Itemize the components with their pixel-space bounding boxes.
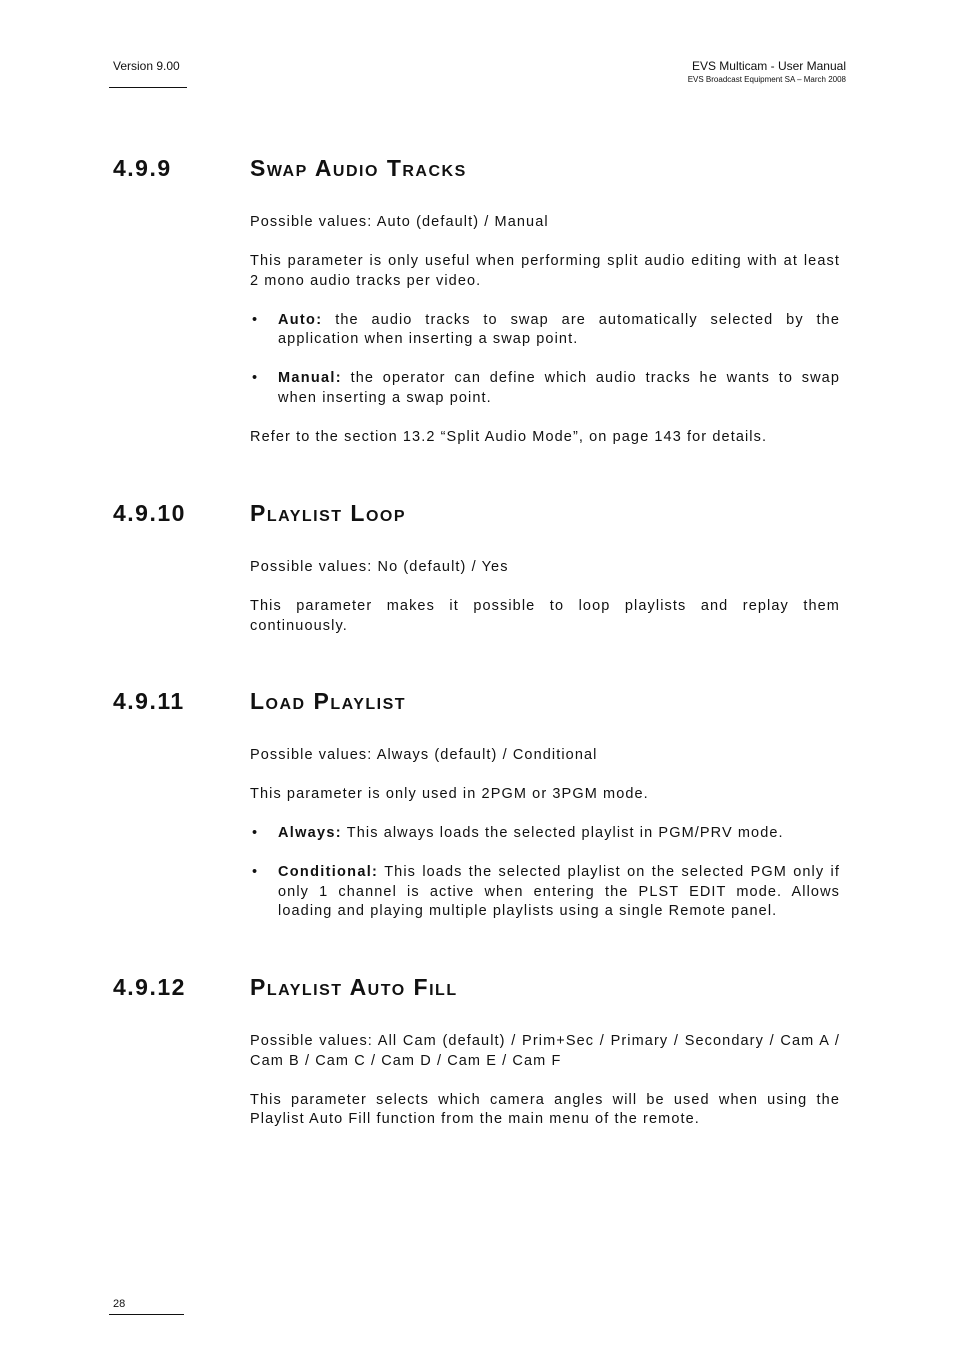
header-left-rule xyxy=(109,87,187,88)
section-heading xyxy=(113,688,406,715)
section-title: Load Playlist xyxy=(250,688,407,714)
section-title: Playlist Auto Fill xyxy=(250,974,458,1000)
bullet-text: This loads the selected playlist on the selected PGM only if only 1 channel is active when entering the PLST EDIT mode. Allows loading and playing multiple playlists using a single Remote panel. xyxy=(278,864,840,919)
section-title: Swap Audio Tracks xyxy=(250,155,467,181)
possible-values: Possible values: Always (default) / Conditional xyxy=(250,747,598,763)
section-body xyxy=(250,213,840,467)
reference-note: Refer to the section 13.2 “Split Audio Mode”, on page 143 for details. xyxy=(250,428,768,445)
section-body xyxy=(250,746,840,941)
bullet-item xyxy=(250,863,840,922)
section-number: 4.9.10 xyxy=(113,500,186,526)
bullet-term: Auto: xyxy=(278,311,323,328)
header-version: Version 9.00 xyxy=(113,59,180,73)
possible-values: Possible values: All Cam (default) / Prim+Sec / Primary / Secondary / Cam A / Cam B / Cam C / Cam D / Cam E / Cam F xyxy=(250,1033,840,1069)
bullet-item xyxy=(250,311,840,350)
bullet-text: This always loads the selected playlist in PGM/PRV mode. xyxy=(341,825,784,841)
header-right xyxy=(688,59,846,84)
possible-values: Possible values: Auto (default) / Manual xyxy=(250,214,549,230)
section-heading xyxy=(113,500,406,527)
section-title: Playlist Loop xyxy=(250,500,407,526)
bullet-term: Conditional: xyxy=(278,864,379,880)
bullet-item xyxy=(250,824,840,844)
footer-rule xyxy=(109,1314,184,1315)
bullet-item xyxy=(250,369,840,408)
possible-values: Possible values: No (default) / Yes xyxy=(250,559,509,575)
section-heading xyxy=(113,974,458,1001)
page-number: 28 xyxy=(113,1298,126,1310)
description: This parameter is only used in 2PGM or 3PGM mode. xyxy=(250,786,649,802)
bullet-term: Always: xyxy=(278,825,342,841)
section-number: 4.9.12 xyxy=(113,974,186,1000)
section-body xyxy=(250,1032,840,1149)
section-body xyxy=(250,558,840,656)
description: This parameter makes it possible to loop playlists and replay them continuously. xyxy=(250,598,840,634)
header-company: EVS Broadcast Equipment SA – March 2008 xyxy=(687,75,846,84)
bullet-term: Manual: xyxy=(278,370,342,386)
bullet-text: the operator can define which audio tracks he wants to swap when inserting a swap point. xyxy=(278,370,840,406)
bullet-icon: • xyxy=(252,311,259,328)
description: This parameter selects which camera angles will be used when using the Playlist Auto Fill function from the main menu of the remote. xyxy=(250,1091,840,1127)
bullet-icon: • xyxy=(252,825,259,841)
bullet-text: the audio tracks to swap are automatically selected by the application when inserting a swap point. xyxy=(278,311,840,347)
section-number: 4.9.9 xyxy=(113,155,172,181)
description: This parameter is only useful when performing split audio editing with at least 2 mono audio tracks per video. xyxy=(250,253,840,289)
section-heading xyxy=(113,155,467,182)
section-number: 4.9.11 xyxy=(113,688,185,714)
bullet-icon: • xyxy=(252,864,259,880)
bullet-icon: • xyxy=(252,370,259,386)
header-manual-title: EVS Multicam - User Manual xyxy=(691,59,846,73)
